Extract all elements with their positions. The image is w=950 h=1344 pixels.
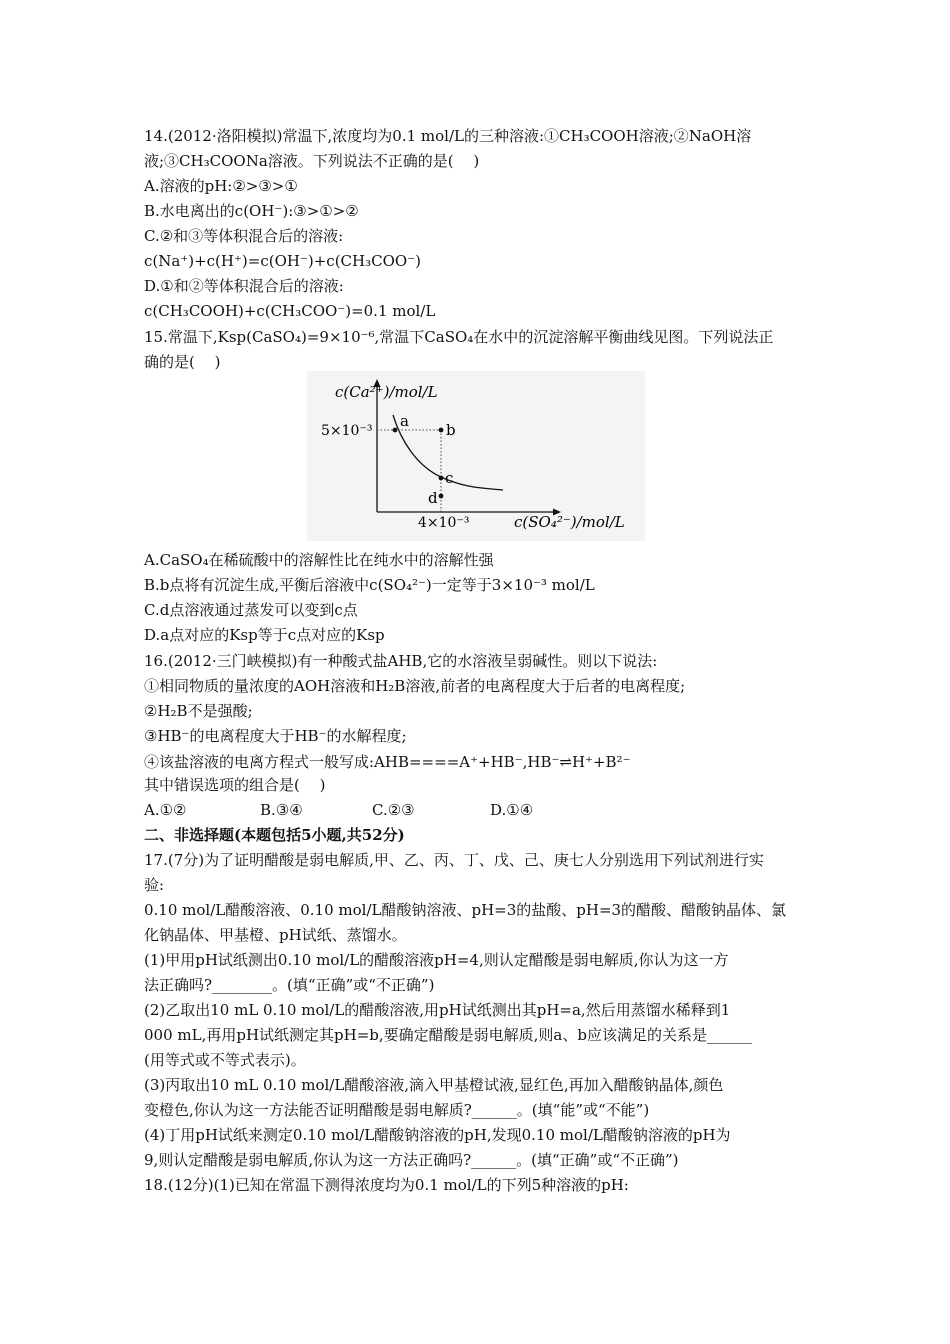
- q17-line-12: (4)丁用pH试纸来测定0.10 mol/L醋酸钠溶液的pH,发现0.10 mol/L醋酸钠溶液的pH为: [144, 1126, 731, 1144]
- q14-option-d-line1: D.①和②等体积混合后的溶液:: [144, 277, 344, 295]
- x-axis-label: c(SO₄²⁻)/mol/L: [514, 513, 625, 531]
- q16-stem: 16.(2012·三门峡模拟)有一种酸式盐AHB,它的水溶液呈弱碱性。则以下说法:: [144, 652, 658, 670]
- q16-option-a: A.①②: [144, 801, 187, 819]
- q14-option-a: A.溶液的pH:②>③>①: [144, 177, 298, 195]
- section-2-heading: 二、非选择题(本题包括5小题,共52分): [144, 826, 405, 844]
- q17-line-3: 0.10 mol/L醋酸溶液、0.10 mol/L醋酸钠溶液、pH=3的盐酸、pH=3的醋酸、醋酸钠晶体、氯: [144, 901, 787, 919]
- q14-option-c-line1: C.②和③等体积混合后的溶液:: [144, 227, 344, 245]
- y-tick-label: 5×10⁻³: [321, 423, 373, 439]
- point-b-marker: [439, 428, 444, 433]
- q17-line-13: 9,则认定醋酸是弱电解质,你认为这一方法正确吗?______。(填“正确”或“不正确”): [144, 1151, 679, 1169]
- q17-line-5: (1)甲用pH试纸测出0.10 mol/L的醋酸溶液pH=4,则认定醋酸是弱电解质,你认为这一方: [144, 951, 729, 969]
- q16-option-d: D.①④: [490, 801, 534, 819]
- q17-line-1: 17.(7分)为了证明醋酸是弱电解质,甲、乙、丙、丁、戊、己、庚七人分别选用下列试剂进行实: [144, 851, 764, 869]
- q17-line-6: 法正确吗?________。(填“正确”或“不正确”): [144, 976, 435, 994]
- q16-statement-2: ②H₂B不是强酸;: [144, 702, 253, 720]
- point-d-marker: [439, 494, 444, 499]
- q15-option-a: A.CaSO₄在稀硫酸中的溶解性比在纯水中的溶解性强: [144, 551, 494, 569]
- q15-option-c: C.d点溶液通过蒸发可以变到c点: [144, 601, 358, 619]
- q14-option-b: B.水电离出的c(OH⁻):③>①>②: [144, 202, 359, 220]
- solubility-curve-figure: [307, 371, 645, 541]
- q17-line-4: 化钠晶体、甲基橙、pH试纸、蒸馏水。: [144, 926, 407, 944]
- q17-line-9: (用等式或不等式表示)。: [144, 1051, 306, 1069]
- q17-line-11: 变橙色,你认为这一方法能否证明醋酸是弱电解质?______。(填“能”或“不能”): [144, 1101, 650, 1119]
- q17-line-7: (2)乙取出10 mL 0.10 mol/L的醋酸溶液,用pH试纸测出其pH=a,然后用蒸馏水稀释到1: [144, 1001, 731, 1019]
- q16-statement-3: ③HB⁻的电离程度大于HB⁻的水解程度;: [144, 727, 407, 745]
- point-b-label: b: [446, 421, 456, 439]
- point-a-marker: [393, 428, 398, 433]
- q17-line-10: (3)丙取出10 mL 0.10 mol/L醋酸溶液,滴入甲基橙试液,显红色,再加入醋酸钠晶体,颜色: [144, 1076, 724, 1094]
- point-d-label: d: [428, 489, 438, 507]
- q14-stem-line1: 14.(2012·洛阳模拟)常温下,浓度均为0.1 mol/L的三种溶液:①CH₃COOH溶液;②NaOH溶: [144, 127, 752, 145]
- q16-option-b: B.③④: [260, 801, 303, 819]
- q16-ask: 其中错误选项的组合是( ): [144, 776, 326, 794]
- point-c-label: c: [445, 469, 454, 487]
- q17-line-2: 验:: [144, 876, 165, 894]
- q14-option-c-line2: c(Na⁺)+c(H⁺)=c(OH⁻)+c(CH₃COO⁻): [144, 252, 421, 270]
- q18-line-1: 18.(12分)(1)已知在常温下测得浓度均为0.1 mol/L的下列5种溶液的pH:: [144, 1176, 629, 1194]
- point-a-label: a: [400, 412, 409, 430]
- solubility-curve-svg: [307, 371, 645, 541]
- q17-line-8: 000 mL,再用pH试纸测定其pH=b,要确定醋酸是弱电解质,则a、b应该满足的关系是______: [144, 1026, 752, 1044]
- y-axis-label: c(Ca²⁺)/mol/L: [335, 383, 438, 401]
- q14-stem-line2: 液;③CH₃COONa溶液。下列说法不正确的是( ): [144, 152, 480, 170]
- q16-statement-4: ④该盐溶液的电离方程式一般写成:AHB====A⁺+HB⁻,HB⁻⇌H⁺+B²⁻: [144, 753, 631, 771]
- q16-options: [144, 800, 533, 820]
- q15-option-b: B.b点将有沉淀生成,平衡后溶液中c(SO₄²⁻)一定等于3×10⁻³ mol/L: [144, 576, 595, 594]
- q14-option-d-line2: c(CH₃COOH)+c(CH₃COO⁻)=0.1 mol/L: [144, 302, 436, 320]
- q15-stem-line1: 15.常温下,Ksp(CaSO₄)=9×10⁻⁶,常温下CaSO₄在水中的沉淀溶解平衡曲线见图。下列说法正: [144, 328, 774, 346]
- q15-option-d: D.a点对应的Ksp等于c点对应的Ksp: [144, 626, 385, 644]
- point-c-marker: [439, 476, 444, 481]
- q15-stem-line2: 确的是( ): [144, 353, 221, 371]
- q16-statement-1: ①相同物质的量浓度的AOH溶液和H₂B溶液,前者的电离程度大于后者的电离程度;: [144, 677, 686, 695]
- x-tick-label: 4×10⁻³: [418, 515, 470, 531]
- q16-option-c: C.②③: [372, 801, 415, 819]
